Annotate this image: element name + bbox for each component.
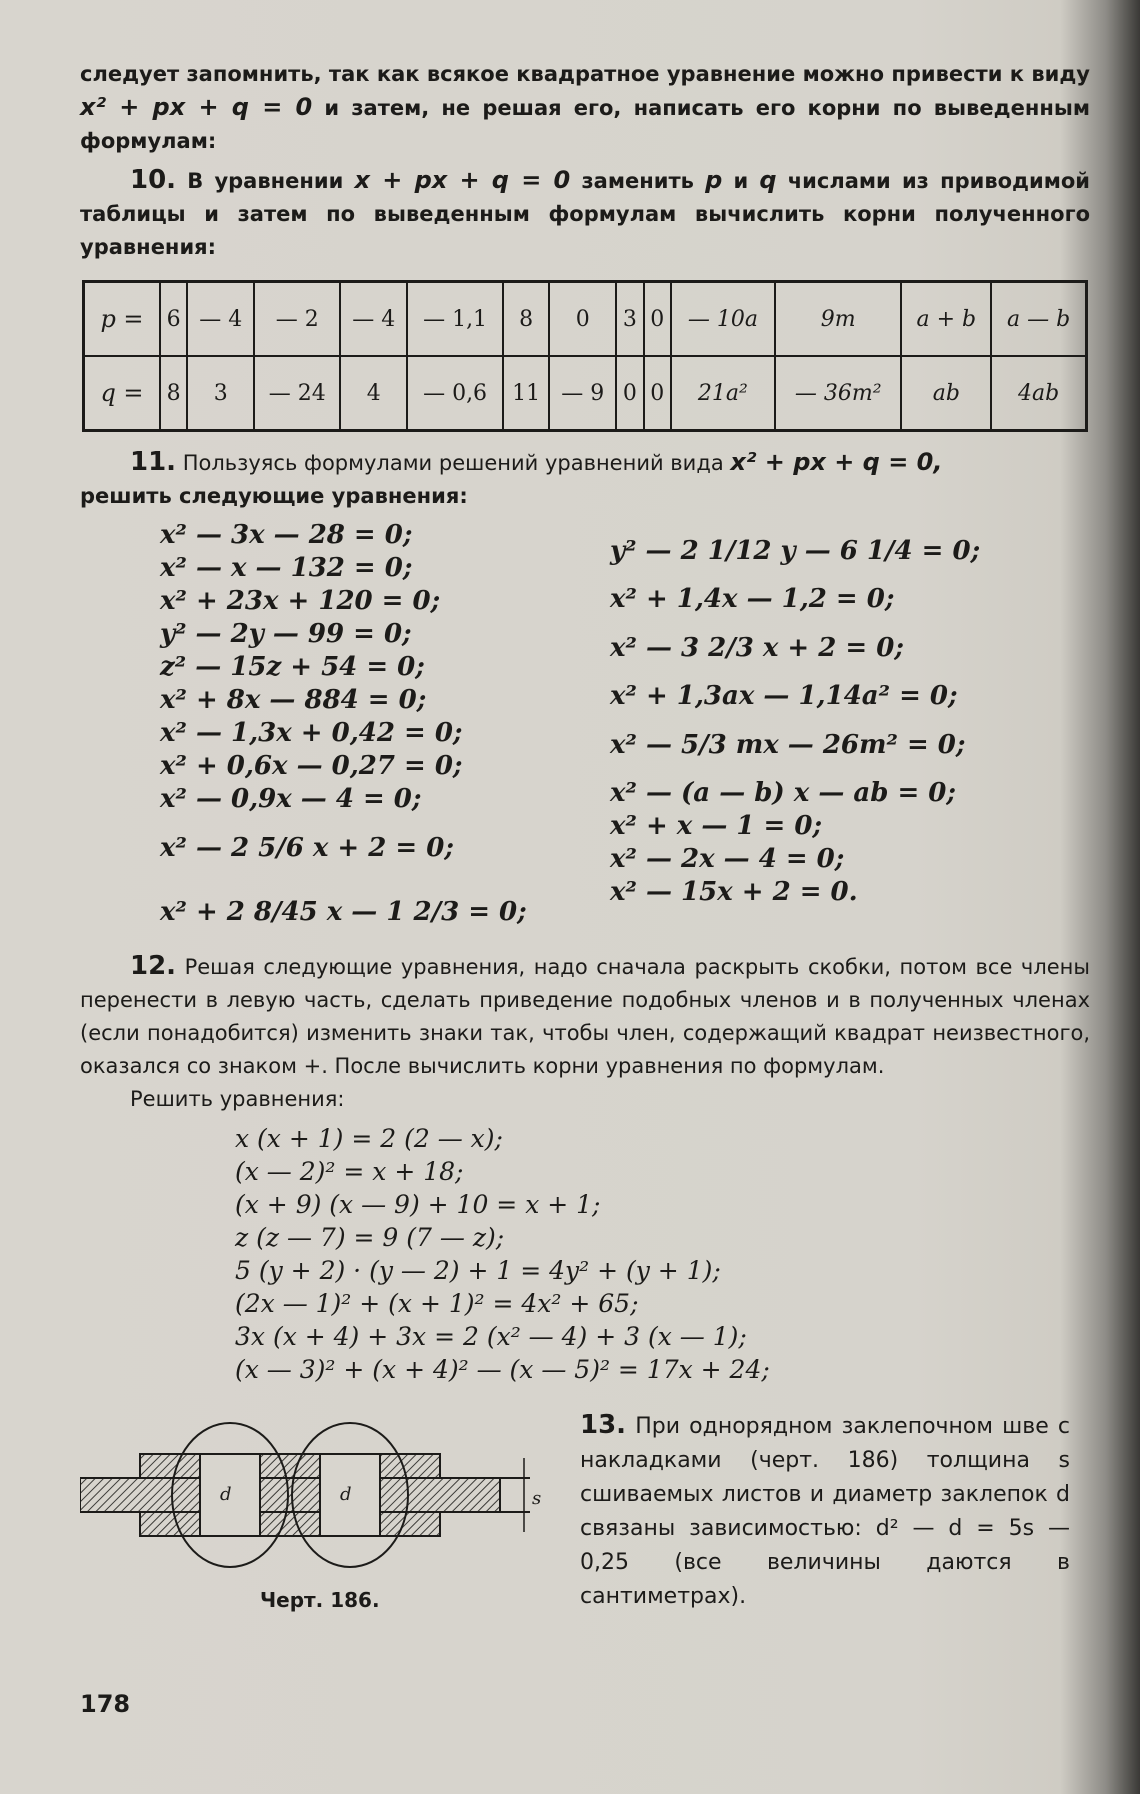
exercise-10 (80, 164, 1090, 264)
table-cell: 0 (644, 282, 671, 357)
equation: x² — x — 132 = 0; (160, 553, 413, 583)
diameter-label-2: d (340, 1484, 352, 1505)
equation: x² — (a — b) x — ab = 0; (610, 778, 956, 808)
equation: (x — 2)² = x + 18; (235, 1157, 464, 1186)
equation: y² — 2 1/12 y — 6 1/4 = 0; (610, 536, 981, 566)
table-cell: 3 (616, 282, 643, 357)
exercise-10-text-a: В уравнении (176, 169, 355, 193)
table-cell: 3 (187, 356, 254, 431)
table-cell: 11 (503, 356, 549, 431)
pq-table (82, 280, 1088, 432)
table-cell: 0 (549, 282, 616, 357)
table-row-p (84, 282, 1087, 357)
exercise-12-equations (80, 1122, 1090, 1386)
table-cell: — 9 (549, 356, 616, 431)
table-cell: 0 (644, 356, 671, 431)
page-content (80, 58, 1090, 1614)
equations-right-column (570, 519, 1090, 944)
exercise-11 (80, 446, 1090, 513)
equation: x² + 8x — 884 = 0; (160, 685, 427, 715)
exercise-10-text-c: числами из приводимой таблицы и затем по выведенным формулам вычислить корни полученного уравнения: (80, 169, 1091, 259)
equation: x² + 2 8/45 x — 1 2/3 = 0; (160, 897, 527, 927)
conj-and: и (722, 169, 760, 193)
equation: x² — 3 2/3 x + 2 = 0; (610, 633, 904, 663)
equation: (x — 3)² + (x + 4)² — (x — 5)² = 17x + 24; (235, 1355, 770, 1384)
exercise-12-text: Решая следующие уравнения, надо сначала раскрыть скобки, потом все члены перенести в левую часть, сделать приведение подобных членов и в полученных членах (если понадобится) изменить знаки так, чтобы член, содержащий квадрат неизвестного, оказался со знаком +. После вычислить корни уравнения по формулам. (80, 955, 1090, 1078)
table-row-label: q = (84, 356, 161, 431)
equation: 5 (y + 2) · (y — 2) + 1 = 4y² + (y + 1); (235, 1256, 721, 1285)
equation: x² + 1,4x — 1,2 = 0; (610, 584, 895, 614)
table-cell: a + b (901, 282, 991, 357)
intro-paragraph (80, 58, 1090, 158)
equation: z (z — 7) = 9 (7 — z); (235, 1223, 505, 1252)
exercise-12 (80, 950, 1090, 1083)
intro-equation: x² + px + q = 0 (80, 93, 313, 121)
table-cell: 0 (616, 356, 643, 431)
table-cell: 6 (160, 282, 187, 357)
equation: x² — 15x + 2 = 0. (610, 877, 858, 907)
solve-heading (80, 1083, 1090, 1116)
diameter-label-1: d (220, 1484, 232, 1505)
exercise-13 (550, 1408, 1070, 1614)
intro-text-1: следует запомнить, так как всякое квадратное уравнение можно привести к виду (80, 62, 1090, 86)
thickness-label: s (532, 1488, 542, 1509)
table-cell: — 36m² (775, 356, 902, 431)
table-cell: 8 (160, 356, 187, 431)
var-q: q (759, 166, 777, 194)
equation: x² — 3x — 28 = 0; (160, 520, 413, 550)
exercise-11-text-2: решить следующие уравнения: (80, 484, 468, 508)
equation: z² — 15z + 54 = 0; (160, 652, 425, 682)
equation: x² — 0,9x — 4 = 0; (160, 784, 422, 814)
equation: x² — 5/3 mx — 26m² = 0; (610, 730, 966, 760)
equation: x² + 1,3ax — 1,14a² = 0; (610, 681, 958, 711)
table-cell: 4 (340, 356, 407, 431)
equation: x (x + 1) = 2 (2 — x); (235, 1124, 503, 1153)
equation: y² — 2y — 99 = 0; (160, 619, 412, 649)
exercise-11-text: Пользуясь формулами решений уравнений вида (176, 451, 731, 475)
equation: x² — 2x — 4 = 0; (610, 844, 845, 874)
table-cell: a — b (991, 282, 1086, 357)
exercise-11-equations (80, 519, 1090, 944)
equation: x² — 1,3x + 0,42 = 0; (160, 718, 463, 748)
equation: (x + 9) (x — 9) + 10 = x + 1; (235, 1190, 601, 1219)
table-cell: — 2 (254, 282, 340, 357)
equations-left-column (80, 519, 550, 944)
equation: (2x — 1)² + (x + 1)² = 4x² + 65; (235, 1289, 639, 1318)
exercise-10-text-b: заменить (570, 169, 706, 193)
exercise-13-text: При однорядном заклепочном шве с накладками (черт. 186) толщина s сшиваемых листов и диаметр заклепок d связаны зависимостью: d² — d = 5s — 0,25 (все величины даются в сантиметрах). (580, 1414, 1070, 1609)
exercise-12-number: 12. (130, 951, 177, 981)
exercise-11-number: 11. (130, 447, 177, 477)
rivet-joint-drawing (80, 1408, 550, 1578)
exercise-13-number: 13. (580, 1410, 627, 1440)
exercise-10-number: 10. (130, 165, 177, 195)
equation: 3x (x + 4) + 3x = 2 (x² — 4) + 3 (x — 1); (235, 1322, 747, 1351)
table-cell: 9m (775, 282, 902, 357)
table-cell: — 4 (340, 282, 407, 357)
equation: x² + 23x + 120 = 0; (160, 586, 441, 616)
page-number: 178 (80, 1690, 131, 1718)
equation: x² + x — 1 = 0; (610, 811, 823, 841)
exercise-11-equation: x² + px + q = 0, (730, 448, 943, 476)
table-cell: 8 (503, 282, 549, 357)
solve-label: Решить уравнения: (130, 1087, 345, 1111)
figure-caption: Черт. 186. (260, 1588, 380, 1612)
table-cell: ab (901, 356, 991, 431)
var-p: p (705, 166, 723, 194)
table-row-q (84, 356, 1087, 431)
equation: x² — 2 5/6 x + 2 = 0; (160, 833, 454, 863)
table-cell: — 4 (187, 282, 254, 357)
intro-text-2: и затем, не решая его, написать его корни по выведенным формулам: (80, 96, 1090, 153)
table-cell: — 10a (671, 282, 775, 357)
exercise-10-equation: x + px + q = 0 (354, 166, 571, 194)
table-row-label: p = (84, 282, 161, 357)
table-cell: 21a² (671, 356, 775, 431)
rivet-figure (80, 1408, 550, 1612)
table-cell: — 0,6 (407, 356, 503, 431)
equation: x² + 0,6x — 0,27 = 0; (160, 751, 463, 781)
bottom-section (80, 1408, 1090, 1614)
table-cell: — 24 (254, 356, 340, 431)
table-cell: 4ab (991, 356, 1086, 431)
table-cell: — 1,1 (407, 282, 503, 357)
